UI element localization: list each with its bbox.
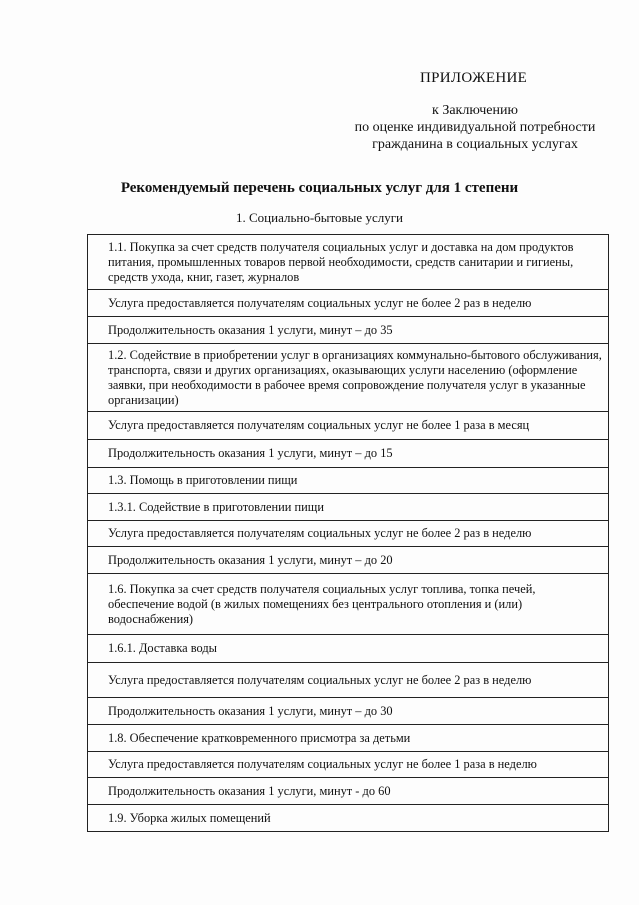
service-subrow: 1.3.1. Содействие в приготовлении пищи [88,494,609,521]
service-duration-row: Продолжительность оказания 1 услуги, минут - до 60 [88,778,609,805]
service-frequency-row: Услуга предоставляется получателям социальных услуг не более 1 раза в неделю [88,752,609,778]
section-title: 1. Социально-бытовые услуги [236,210,403,225]
appendix-subtitle [330,102,620,153]
service-frequency-row: Услуга предоставляется получателям социальных услуг не более 2 раз в неделю [88,663,609,698]
service-frequency-row: Услуга предоставляется получателям социальных услуг не более 1 раза в месяц [88,412,609,440]
appendix-title: ПРИЛОЖЕНИЕ [420,70,528,86]
document-title: Рекомендуемый перечень социальных услуг для 1 степени [120,180,519,196]
service-row: 1.1. Покупка за счет средств получателя социальных услуг и доставка на дом продуктов питания, промышленных товаров первой необходимости, средств санитарии и гигиены, средств ухода, книг, газет, журналов [88,235,609,290]
service-duration-row: Продолжительность оказания 1 услуги, минут – до 30 [88,698,609,725]
service-row: 1.9. Уборка жилых помещений [88,805,609,832]
services-table [87,234,609,832]
service-duration-row: Продолжительность оказания 1 услуги, минут – до 15 [88,440,609,468]
service-row: 1.2. Содействие в приобретении услуг в организациях коммунально-бытового обслуживания, транспорта, связи и других организациях, оказывающих услуги населению (оформление заявки, при необходимости в рабочее время сопровождение получателя услуг в указанные организации) [88,344,609,412]
service-frequency-row: Услуга предоставляется получателям социальных услуг не более 2 раз в неделю [88,521,609,547]
service-duration-row: Продолжительность оказания 1 услуги, минут – до 20 [88,547,609,574]
service-duration-row: Продолжительность оказания 1 услуги, минут – до 35 [88,317,609,344]
service-subrow: 1.6.1. Доставка воды [88,635,609,663]
appendix-line: гражданина в социальных услугах [372,137,578,152]
appendix-line: по оценке индивидуальной потребности [354,120,596,135]
appendix-line: к Заключению [432,103,518,118]
service-row: 1.8. Обеспечение кратковременного присмотра за детьми [88,725,609,752]
service-row: 1.6. Покупка за счет средств получателя социальных услуг топлива, топка печей, обеспечение водой (в жилых помещениях без центрального отопления и (или) водоснабжения) [88,574,609,635]
service-row: 1.3. Помощь в приготовлении пищи [88,468,609,494]
service-frequency-row: Услуга предоставляется получателям социальных услуг не более 2 раз в неделю [88,290,609,317]
